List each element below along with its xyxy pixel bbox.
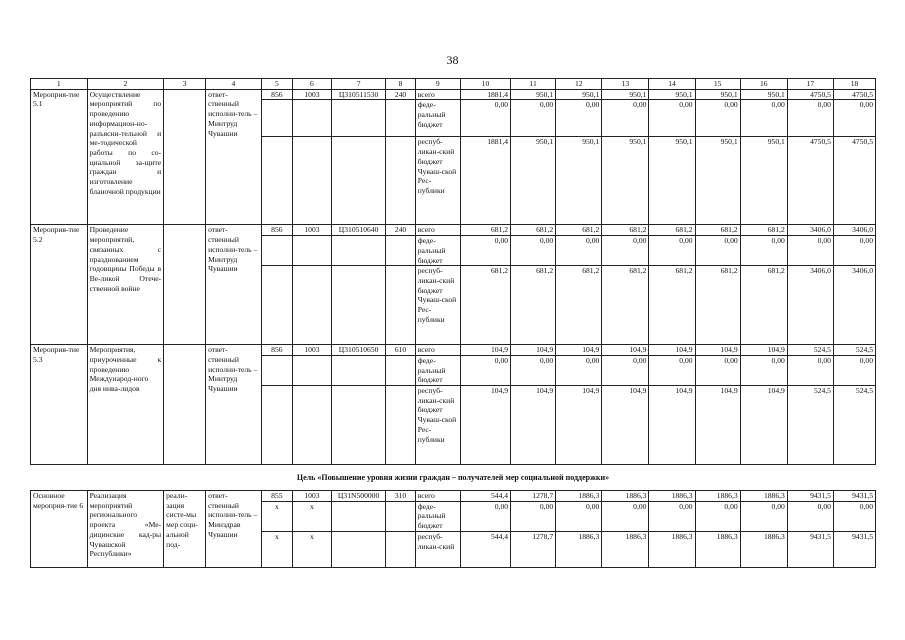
gov-code-cell: [261, 100, 292, 137]
budget-table: [30, 78, 876, 568]
amount-cell: 0,00: [602, 355, 649, 385]
measure-description-cell: Осуществление мероприятий по проведению информацион-но-разъясни-тельной и ме-тодической работы по со-циальной за-щите граждан и изготовление бланочной продукции: [87, 89, 164, 225]
amount-cell: 0,00: [833, 100, 875, 137]
amount-cell: 950,1: [556, 137, 602, 225]
expense-type-cell: [386, 266, 415, 345]
amount-cell: 0,00: [649, 355, 695, 385]
amount-cell: 950,1: [740, 137, 787, 225]
table-row: [31, 491, 876, 502]
amount-cell: 0,00: [833, 501, 875, 531]
amount-cell: 950,1: [649, 89, 695, 100]
amount-cell: 681,2: [602, 225, 649, 236]
purpose-cell: [164, 89, 206, 225]
amount-cell: 544,4: [460, 531, 510, 567]
amount-cell: 950,1: [740, 89, 787, 100]
amount-cell: 0,00: [460, 355, 510, 385]
target-article-cell: [331, 531, 386, 567]
amount-cell: 0,00: [740, 100, 787, 137]
amount-cell: 104,9: [556, 345, 602, 356]
measure-description-cell: Реализация мероприятий регионального проекта «Ме-дицинские кад-ры Чувашской Республики»: [87, 491, 164, 568]
amount-cell: 681,2: [695, 225, 740, 236]
gov-code-cell: 856: [261, 225, 292, 236]
expense-type-cell: [386, 236, 415, 266]
executor-cell: ответ-ственный исполни-тель – Минтруд Чувашии: [206, 225, 262, 345]
section-code-cell: [293, 100, 332, 137]
measure-name-cell: Мероприя-тие 5.3: [31, 345, 88, 465]
amount-cell: 0,00: [740, 236, 787, 266]
funding-source-cell: респуб-ликан-ский: [415, 531, 460, 567]
table-row: [31, 89, 876, 100]
amount-cell: 9431,5: [787, 531, 833, 567]
amount-cell: 0,00: [556, 100, 602, 137]
amount-cell: 104,9: [649, 386, 695, 465]
purpose-cell: [164, 345, 206, 465]
expense-type-cell: [386, 531, 415, 567]
expense-type-cell: [386, 355, 415, 385]
amount-cell: 524,5: [787, 345, 833, 356]
amount-cell: 544,4: [460, 491, 510, 502]
amount-cell: 0,00: [740, 501, 787, 531]
section-code-cell: x: [293, 501, 332, 531]
gov-code-cell: 855: [261, 491, 292, 502]
amount-cell: 681,2: [695, 266, 740, 345]
funding-source-cell: респуб-ликан-ский бюджет Чуваш-ской Рес-публики: [415, 386, 460, 465]
amount-cell: 3406,0: [833, 225, 875, 236]
goal-row: [31, 465, 876, 491]
amount-cell: 950,1: [695, 137, 740, 225]
measure-description-cell: Мероприятия, приуроченные к проведению Международ-ного дня инва-лидов: [87, 345, 164, 465]
amount-cell: 950,1: [602, 89, 649, 100]
amount-cell: 950,1: [695, 89, 740, 100]
amount-cell: 0,00: [787, 236, 833, 266]
funding-source-cell: феде-ральный бюджет: [415, 100, 460, 137]
amount-cell: 681,2: [740, 225, 787, 236]
amount-cell: 1886,3: [695, 531, 740, 567]
executor-cell: ответ-ственный исполни-тель – Минтруд Чувашии: [206, 89, 262, 225]
section-code-cell: 1003: [293, 89, 332, 100]
measure-name-cell: Основное мероприя-тие 6: [31, 491, 88, 568]
funding-source-cell: респуб-ликан-ский бюджет Чуваш-ской Рес-публики: [415, 137, 460, 225]
amount-cell: 0,00: [460, 236, 510, 266]
target-article-cell: Ц31N500000: [331, 491, 386, 502]
measure-description-cell: Проведение мероприятий, связанных с празднованием годовщины Победы в Ве-ликой Отече-ственной войне: [87, 225, 164, 345]
amount-cell: 681,2: [556, 266, 602, 345]
amount-cell: 104,9: [511, 386, 556, 465]
amount-cell: 3406,0: [787, 225, 833, 236]
amount-cell: 950,1: [602, 137, 649, 225]
gov-code-cell: [261, 355, 292, 385]
amount-cell: 1886,3: [556, 491, 602, 502]
amount-cell: 0,00: [695, 355, 740, 385]
header-row: [31, 79, 876, 90]
amount-cell: 0,00: [602, 100, 649, 137]
header-cell: 2: [87, 79, 164, 90]
amount-cell: 524,5: [787, 386, 833, 465]
amount-cell: 1886,3: [556, 531, 602, 567]
target-article-cell: Ц310510650: [331, 345, 386, 356]
amount-cell: 0,00: [460, 100, 510, 137]
amount-cell: 4750,5: [833, 89, 875, 100]
amount-cell: 681,2: [649, 225, 695, 236]
amount-cell: 104,9: [695, 345, 740, 356]
amount-cell: 104,9: [695, 386, 740, 465]
amount-cell: 0,00: [787, 100, 833, 137]
amount-cell: 0,00: [511, 236, 556, 266]
amount-cell: 3406,0: [787, 266, 833, 345]
amount-cell: 681,2: [740, 266, 787, 345]
funding-source-cell: феде-ральный бюджет: [415, 501, 460, 531]
amount-cell: 0,00: [556, 236, 602, 266]
header-cell: 16: [740, 79, 787, 90]
expense-type-cell: 240: [386, 225, 415, 236]
amount-cell: 0,00: [649, 100, 695, 137]
amount-cell: 0,00: [511, 501, 556, 531]
amount-cell: 681,2: [511, 266, 556, 345]
amount-cell: 0,00: [511, 355, 556, 385]
amount-cell: 4750,5: [787, 89, 833, 100]
header-cell: 17: [787, 79, 833, 90]
header-cell: 18: [833, 79, 875, 90]
amount-cell: 0,00: [787, 501, 833, 531]
gov-code-cell: [261, 266, 292, 345]
amount-cell: 104,9: [602, 345, 649, 356]
funding-source-cell: всего: [415, 345, 460, 356]
gov-code-cell: [261, 386, 292, 465]
amount-cell: 1886,3: [602, 491, 649, 502]
amount-cell: 0,00: [556, 501, 602, 531]
table-row: [31, 345, 876, 356]
header-cell: 1: [31, 79, 88, 90]
purpose-cell: реали-зация систе-мы мер соци-альной под-: [164, 491, 206, 568]
amount-cell: 681,2: [511, 225, 556, 236]
header-cell: 15: [695, 79, 740, 90]
section-code-cell: x: [293, 531, 332, 567]
funding-source-cell: всего: [415, 225, 460, 236]
amount-cell: 104,9: [556, 386, 602, 465]
expense-type-cell: 610: [386, 345, 415, 356]
header-cell: 14: [649, 79, 695, 90]
gov-code-cell: [261, 137, 292, 225]
measure-name-cell: Мероприя-тие 5.1: [31, 89, 88, 225]
amount-cell: 1881,4: [460, 137, 510, 225]
expense-type-cell: [386, 501, 415, 531]
amount-cell: 0,00: [695, 236, 740, 266]
amount-cell: 950,1: [649, 137, 695, 225]
amount-cell: 9431,5: [787, 491, 833, 502]
amount-cell: 0,00: [649, 236, 695, 266]
table-row: [31, 225, 876, 236]
expense-type-cell: [386, 386, 415, 465]
target-article-cell: [331, 137, 386, 225]
amount-cell: 0,00: [602, 501, 649, 531]
amount-cell: 1886,3: [649, 491, 695, 502]
amount-cell: 104,9: [511, 345, 556, 356]
gov-code-cell: 856: [261, 89, 292, 100]
amount-cell: 0,00: [649, 501, 695, 531]
amount-cell: 104,9: [602, 386, 649, 465]
funding-source-cell: феде-ральный бюджет: [415, 355, 460, 385]
target-article-cell: [331, 501, 386, 531]
amount-cell: 3406,0: [833, 266, 875, 345]
executor-cell: ответ-ственный исполни-тель – Минтруд Чувашии: [206, 345, 262, 465]
amount-cell: 1886,3: [695, 491, 740, 502]
header-cell: 10: [460, 79, 510, 90]
section-code-cell: 1003: [293, 491, 332, 502]
header-cell: 8: [386, 79, 415, 90]
amount-cell: 681,2: [460, 225, 510, 236]
table-body: [31, 79, 876, 568]
target-article-cell: [331, 386, 386, 465]
amount-cell: 4750,5: [833, 137, 875, 225]
amount-cell: 681,2: [460, 266, 510, 345]
funding-source-cell: респуб-ликан-ский бюджет Чуваш-ской Рес-публики: [415, 266, 460, 345]
section-code-cell: [293, 386, 332, 465]
expense-type-cell: 240: [386, 89, 415, 100]
amount-cell: 1881,4: [460, 89, 510, 100]
amount-cell: 0,00: [460, 501, 510, 531]
amount-cell: 0,00: [602, 236, 649, 266]
funding-source-cell: всего: [415, 491, 460, 502]
target-article-cell: Ц310511530: [331, 89, 386, 100]
target-article-cell: Ц310510640: [331, 225, 386, 236]
section-code-cell: [293, 266, 332, 345]
goal-title: Цель «Повышение уровня жизни граждан – получателей мер социальной поддержки»: [31, 465, 876, 491]
amount-cell: 0,00: [740, 355, 787, 385]
section-code-cell: 1003: [293, 345, 332, 356]
amount-cell: 1886,3: [649, 531, 695, 567]
amount-cell: 104,9: [460, 345, 510, 356]
amount-cell: 1886,3: [602, 531, 649, 567]
gov-code-cell: x: [261, 501, 292, 531]
amount-cell: 104,9: [740, 345, 787, 356]
header-cell: 6: [293, 79, 332, 90]
amount-cell: 681,2: [649, 266, 695, 345]
amount-cell: 0,00: [556, 355, 602, 385]
amount-cell: 1278,7: [511, 531, 556, 567]
amount-cell: 950,1: [511, 137, 556, 225]
amount-cell: 0,00: [695, 501, 740, 531]
amount-cell: 681,2: [556, 225, 602, 236]
amount-cell: 524,5: [833, 345, 875, 356]
amount-cell: 0,00: [695, 100, 740, 137]
expense-type-cell: [386, 137, 415, 225]
header-cell: 9: [415, 79, 460, 90]
header-cell: 11: [511, 79, 556, 90]
amount-cell: 950,1: [511, 89, 556, 100]
purpose-cell: [164, 225, 206, 345]
measure-name-cell: Мероприя-тие 5.2: [31, 225, 88, 345]
gov-code-cell: [261, 236, 292, 266]
amount-cell: 104,9: [740, 386, 787, 465]
header-cell: 4: [206, 79, 262, 90]
amount-cell: 1886,3: [740, 491, 787, 502]
section-code-cell: [293, 355, 332, 385]
funding-source-cell: феде-ральный бюджет: [415, 236, 460, 266]
expense-type-cell: 310: [386, 491, 415, 502]
amount-cell: 950,1: [556, 89, 602, 100]
gov-code-cell: x: [261, 531, 292, 567]
amount-cell: 0,00: [787, 355, 833, 385]
target-article-cell: [331, 100, 386, 137]
gov-code-cell: 856: [261, 345, 292, 356]
target-article-cell: [331, 266, 386, 345]
amount-cell: 104,9: [460, 386, 510, 465]
section-code-cell: [293, 236, 332, 266]
executor-cell: ответ-ственный исполни-тель – Минздрав Чувашии: [206, 491, 262, 568]
expense-type-cell: [386, 100, 415, 137]
header-cell: 7: [331, 79, 386, 90]
funding-source-cell: всего: [415, 89, 460, 100]
amount-cell: 9431,5: [833, 531, 875, 567]
amount-cell: 1886,3: [740, 531, 787, 567]
amount-cell: 9431,5: [833, 491, 875, 502]
amount-cell: 0,00: [833, 236, 875, 266]
amount-cell: 104,9: [649, 345, 695, 356]
amount-cell: 0,00: [833, 355, 875, 385]
target-article-cell: [331, 355, 386, 385]
header-cell: 12: [556, 79, 602, 90]
header-cell: 5: [261, 79, 292, 90]
amount-cell: 0,00: [511, 100, 556, 137]
amount-cell: 524,5: [833, 386, 875, 465]
header-cell: 13: [602, 79, 649, 90]
section-code-cell: [293, 137, 332, 225]
page-number: 38: [446, 53, 459, 67]
target-article-cell: [331, 236, 386, 266]
amount-cell: 4750,5: [787, 137, 833, 225]
section-code-cell: 1003: [293, 225, 332, 236]
header-cell: 3: [164, 79, 206, 90]
amount-cell: 681,2: [602, 266, 649, 345]
amount-cell: 1278,7: [511, 491, 556, 502]
